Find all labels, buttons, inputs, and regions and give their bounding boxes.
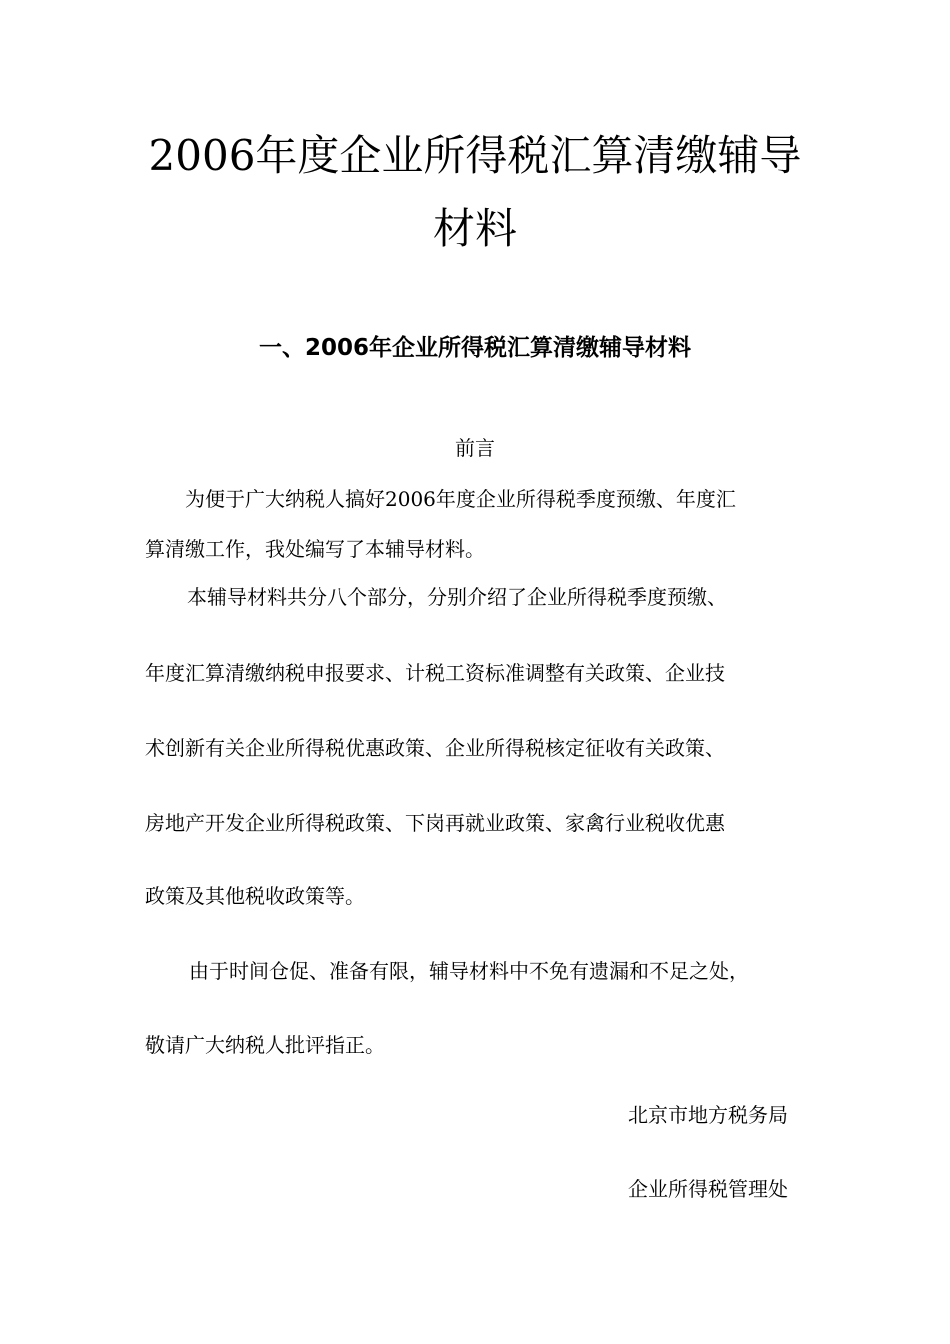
paragraph-line: 房地产开发企业所得税政策、下岗再就业政策、家禽行业税收优惠 [145,811,725,835]
paragraph-line: 术创新有关企业所得税优惠政策、企业所得税核定征收有关政策、 [145,736,725,760]
section-heading: 一、2006年企业所得税汇算清缴辅导材料 [258,335,691,361]
paragraph-line: 敬请广大纳税人批评指正。 [145,1033,385,1057]
preface-title: 前言 [455,436,495,460]
signature-department: 企业所得税管理处 [628,1177,788,1201]
signature-organization: 北京市地方税务局 [628,1103,788,1127]
paragraph-line: 为便于广大纳税人搞好2006年度企业所得税季度预缴、年度汇 [185,487,736,511]
paragraph-line: 本辅导材料共分八个部分，分别介绍了企业所得税季度预缴、 [187,585,727,609]
paragraph-line: 由于时间仓促、准备有限，辅导材料中不免有遗漏和不足之处， [189,959,749,983]
paragraph-line: 年度汇算清缴纳税申报要求、计税工资标准调整有关政策、企业技 [145,661,725,685]
paragraph-line: 政策及其他税收政策等。 [145,884,365,908]
document-title-line-1: 2006年度企业所得税汇算清缴辅导 [148,131,802,180]
paragraph-line: 算清缴工作，我处编写了本辅导材料。 [145,537,485,561]
document-title-line-2: 材料 [432,204,517,253]
